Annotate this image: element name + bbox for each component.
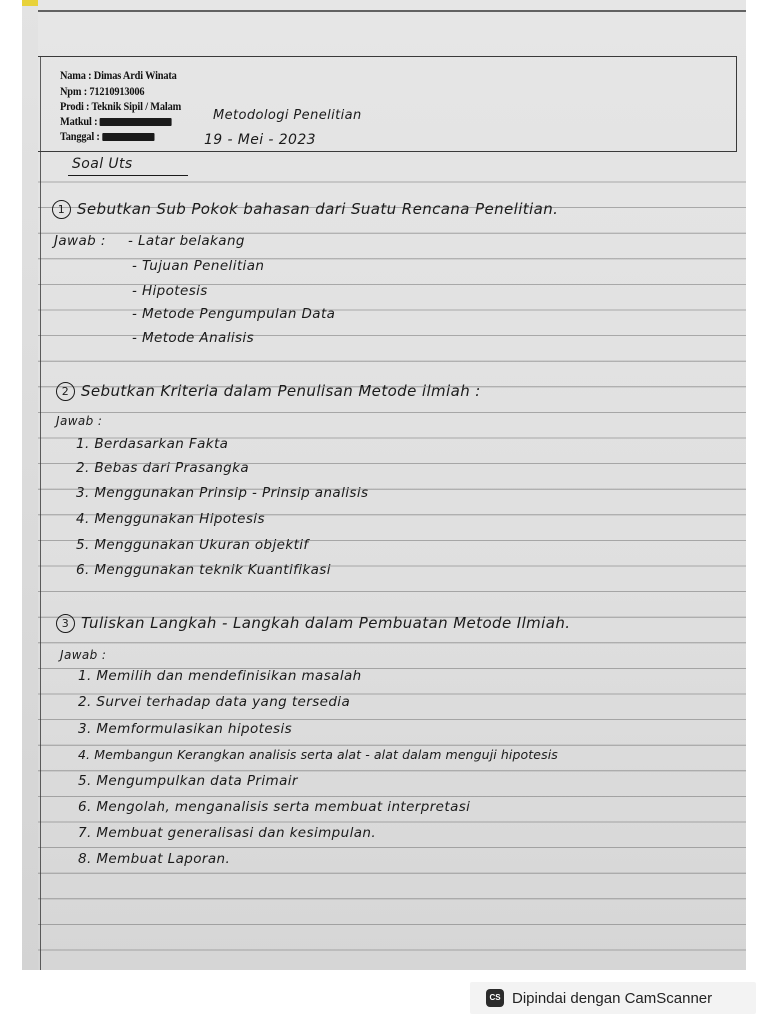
page-title: Soal Uts	[72, 156, 133, 172]
question-2	[56, 382, 481, 401]
answer-item: 8. Membuat Laporan.	[78, 851, 231, 867]
watermark-text: Dipindai dengan CamScanner	[512, 989, 713, 1007]
answer-item: 7. Membuat generalisasi dan kesimpulan.	[78, 825, 377, 841]
answer-item: 2. Survei terhadap data yang tersedia	[78, 694, 351, 710]
header-name: Nama : Dimas Ardi Winata	[60, 70, 177, 82]
answer-item: 6. Mengolah, menganalisis serta membuat interpretasi	[78, 799, 471, 815]
answer-item: 3. Menggunakan Prinsip - Prinsip analisis	[76, 485, 369, 501]
header-matkul-label	[60, 116, 172, 128]
question-text: Sebutkan Kriteria dalam Penulisan Metode ilmiah :	[81, 382, 481, 400]
question-text: Tuliskan Langkah - Langkah dalam Pembuatan Metode Ilmiah.	[81, 614, 571, 632]
camscanner-logo-icon: CS	[486, 989, 504, 1007]
notebook-paper	[38, 0, 746, 970]
answer-label: Jawab :	[54, 233, 106, 249]
answer-item: 4. Menggunakan Hipotesis	[76, 511, 265, 527]
answer-item: - Tujuan Penelitian	[132, 258, 265, 274]
answer-item: 2. Bebas dari Prasangka	[76, 460, 250, 476]
question-number-badge: 1	[52, 200, 71, 219]
answer-item: 3. Memformulasikan hipotesis	[78, 721, 293, 737]
header-matkul-value: Metodologi Penelitian	[213, 108, 362, 123]
question-number-badge: 3	[56, 614, 75, 633]
answer-label: Jawab :	[60, 648, 107, 662]
header-prodi: Prodi : Teknik Sipil / Malam	[60, 101, 182, 113]
margin-line	[40, 56, 41, 970]
answer-item: - Latar belakang	[128, 233, 245, 249]
question-number-badge: 2	[56, 382, 75, 401]
header-matkul-label-text: Matkul :	[60, 116, 98, 128]
answer-item: 6. Menggunakan teknik Kuantifikasi	[76, 562, 331, 578]
title-underline	[68, 175, 188, 176]
scratched-out-text	[100, 118, 172, 126]
scratched-out-date	[102, 133, 154, 141]
answer-item: - Hipotesis	[132, 283, 208, 299]
answer-item: - Metode Pengumpulan Data	[132, 306, 336, 322]
header-tanggal-label-text: Tanggal :	[60, 131, 100, 143]
answer-item: 1. Berdasarkan Fakta	[76, 436, 229, 452]
answer-item: 5. Mengumpulkan data Primair	[78, 773, 298, 789]
answer-item: 5. Menggunakan Ukuran objektif	[76, 537, 309, 553]
answer-item: - Metode Analisis	[132, 330, 255, 346]
question-3	[56, 614, 570, 633]
question-text: Sebutkan Sub Pokok bahasan dari Suatu Rencana Penelitian.	[77, 200, 559, 218]
header-tanggal-value: 19 - Mei - 2023	[204, 132, 316, 148]
header-npm: Npm : 71210913006	[60, 86, 145, 98]
answer-item: 4. Membangun Kerangkan analisis serta alat - alat dalam menguji hipotesis	[78, 747, 558, 762]
scanner-watermark	[470, 982, 756, 1014]
answer-label: Jawab :	[56, 414, 103, 428]
answer-item: 1. Memilih dan mendefinisikan masalah	[78, 668, 362, 684]
header-tanggal-label	[60, 131, 154, 143]
scanned-page	[22, 0, 746, 970]
question-1	[52, 200, 558, 219]
